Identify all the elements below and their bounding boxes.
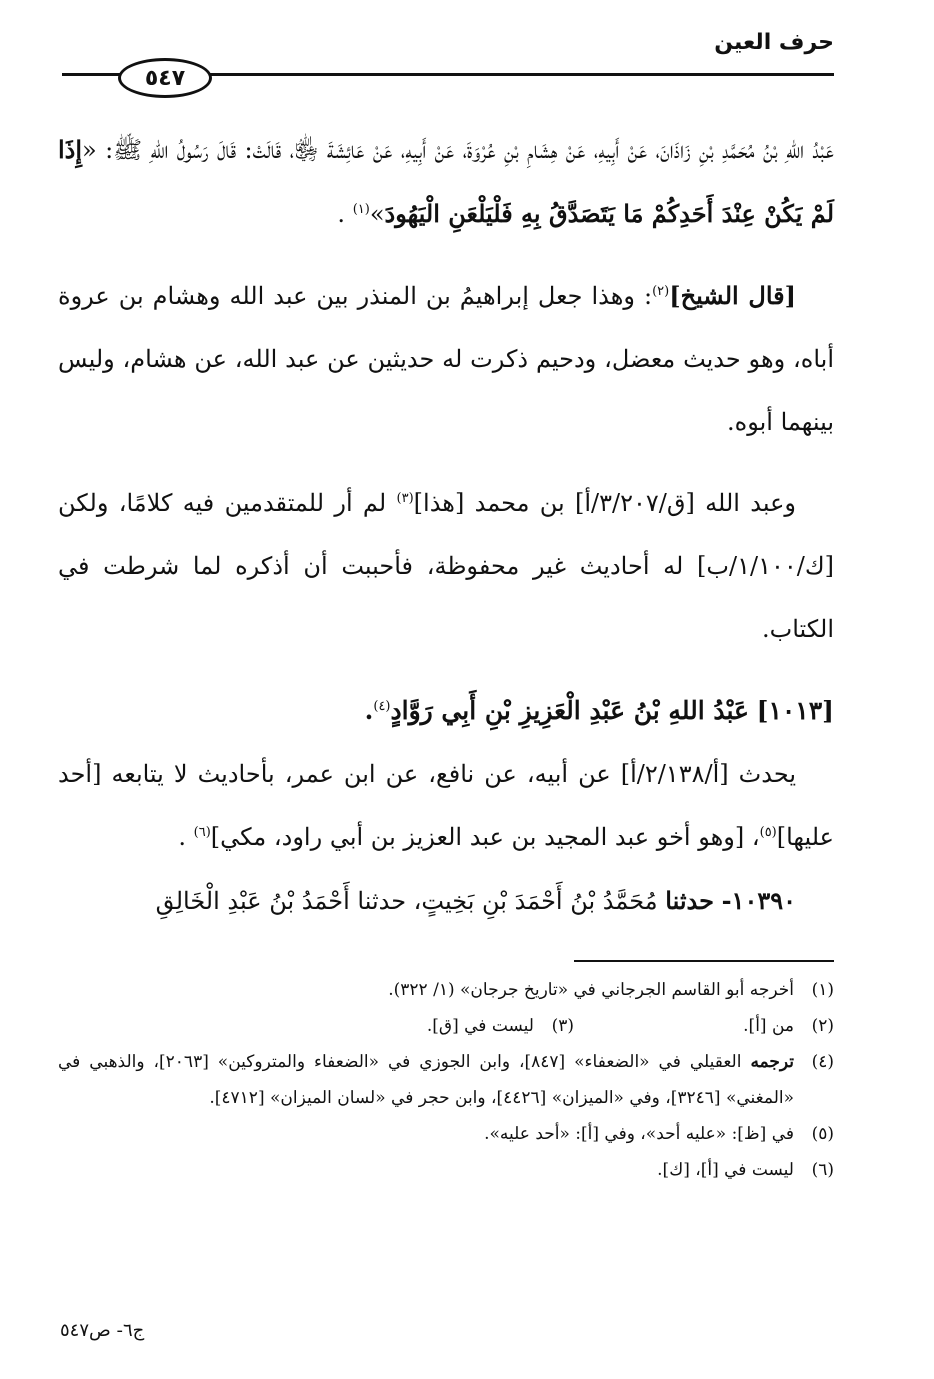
- entry-number: [١٠١٣]: [756, 696, 834, 725]
- period: .: [364, 696, 374, 725]
- footnote-ref[interactable]: (١): [352, 202, 370, 217]
- paragraph-text: وعبد الله [ق/٣/٢٠٧/أ] بن محمد [هذا]: [413, 489, 797, 517]
- paragraph-hadith-start: [58, 869, 834, 933]
- footnote-rule: [574, 960, 834, 962]
- footnote-text: من [أ].: [743, 1016, 794, 1036]
- entry-heading: [58, 679, 834, 743]
- footnote-number: (١): [811, 980, 834, 1000]
- period: .: [337, 200, 353, 228]
- footnote-number: (٦): [811, 1160, 834, 1180]
- hadith-chain: عَبْدُ اللهِ بْنُ مُحَمَّدِ بْنِ زَاذَانَ، عَنْ أَبِيهِ، عَنْ هِشَامِ بْنِ عُرْوَةَ، عَنْ أَبِيهِ، عَنْ عَائِشَةَ ﵂، قَالَتْ: قَالَ رَسُولُ اللهِ ﷺ: «: [82, 136, 834, 164]
- footnote-number: (٣): [551, 1016, 574, 1036]
- footnote-6: [58, 1152, 834, 1188]
- footnote-ref[interactable]: (٤): [373, 699, 391, 714]
- sheikh-label: [قال الشيخ]: [669, 281, 796, 310]
- footnote-number: (٥): [811, 1124, 834, 1144]
- page-number: ٥٤٧: [144, 65, 186, 91]
- footnote-number: (٤): [811, 1052, 834, 1072]
- page-number-badge: [118, 58, 212, 98]
- footnote-4: [58, 1044, 834, 1116]
- footnote-text: ليست في [ق].: [426, 1016, 534, 1036]
- paragraph-sheikh-comment: [58, 264, 834, 454]
- footnote-1: [58, 972, 834, 1008]
- footnote-text: أخرجه أبو القاسم الجرجاني في «تاريخ جرجان» (١/ ٣٢٢).: [388, 980, 794, 1000]
- paragraph-hadith: [58, 118, 834, 246]
- footnote-number: (٢): [811, 1016, 834, 1036]
- footnote-2-3: [58, 1008, 834, 1044]
- footnote-text: ليست في [أ]، [ك].: [657, 1160, 794, 1180]
- hadith-text: إِذَا لَمْ يَكُنْ عِنْدَ أَحَدِكُمْ مَا يَتَصَدَّقُ بِهِ فَلْيَلْعَنِ الْيَهُودَ: [58, 135, 834, 228]
- footer-volume-page: ج٦- ص٥٤٧: [60, 1320, 145, 1341]
- footnote-ref[interactable]: (٣): [396, 491, 414, 506]
- body-text: [58, 118, 834, 933]
- period: .: [178, 823, 194, 851]
- footnote-ref[interactable]: (٦): [193, 825, 211, 840]
- footnote-ref[interactable]: (٢): [652, 284, 670, 299]
- paragraph-text: لم أر للمتقدمين فيه كلامًا، ولكن [ك/١/١٠٠/ب] له أحاديث غير محفوظة، فأحببت أن أذكره لما شرطت في الكتاب.: [58, 489, 834, 643]
- haddathana-label: حدثنا: [665, 886, 714, 915]
- paragraph-text: ، [وهو أخو عبد المجيد بن عبد العزيز بن أبي راود، مكي]: [210, 823, 760, 851]
- footnote-text: في [ظ]: «عليه أحد»، وفي [أ]: «أحد عليه».: [484, 1124, 794, 1144]
- paragraph-yuhaddith: [58, 743, 834, 869]
- chapter-title: حرف العين: [714, 30, 834, 55]
- quote-close: »: [369, 200, 385, 228]
- hadith-number: ١٠٣٩٠-: [721, 886, 796, 915]
- paragraph-text: يحدث [أ/٢/١٣٨/أ] عن أبيه، عن نافع، عن ابن عمر، بأحاديث لا يتابعه [أحد عليها]: [58, 760, 834, 851]
- entry-name: عَبْدُ اللهِ بْنُ عَبْدِ الْعَزِيزِ بْنِ أَبِي رَوَّادٍ: [390, 696, 749, 725]
- footnote-5: [58, 1116, 834, 1152]
- footnote-text: العقيلي في «الضعفاء» [٨٤٧]، وابن الجوزي في «الضعفاء والمتروكين» [٢٠٦٣]، والذهبي في «المغني» [٣٢٤٦]، وفي «الميزان» [٤٤٢٦]، وابن حجر في «لسان الميزان» [٤٧١٢].: [58, 1052, 794, 1108]
- paragraph-text: مُحَمَّدُ بْنُ أَحْمَدَ بْنِ بَخِيتٍ، حدثنا أَحْمَدُ بْنُ عَبْدِ الْخَالِقِ: [155, 887, 658, 915]
- footnote-ref[interactable]: (٥): [759, 825, 777, 840]
- footnote-bold: ترجمه: [750, 1052, 794, 1072]
- comment-text: : وهذا جعل إبراهيمُ بن المنذر بين عبد الله وهشام بن عروة أباه، وهو حديث معضل، ودحيم ذكرت له حديثين عن عبد الله، عن هشام، وليس بينهما أبوه.: [58, 282, 834, 436]
- footnotes: [58, 972, 834, 1188]
- paragraph-abdullah: [58, 472, 834, 661]
